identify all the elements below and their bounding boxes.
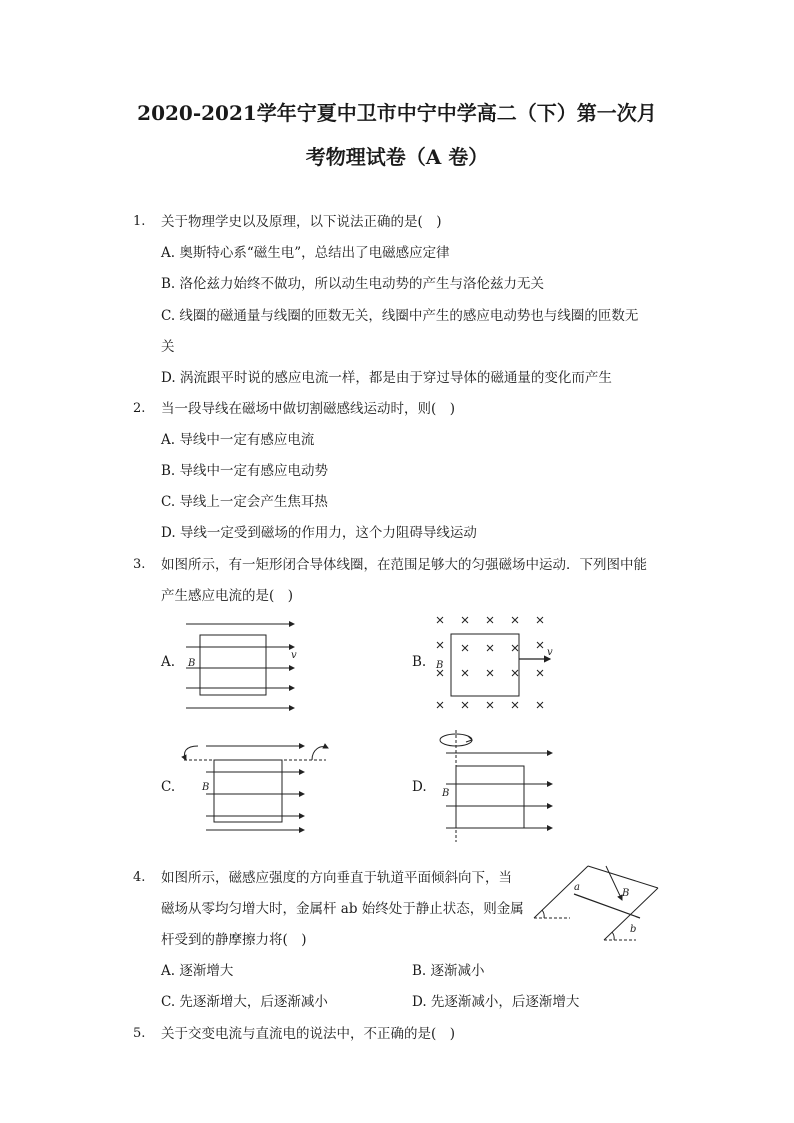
field-symbol-B: B [622,888,630,899]
q1-stem: 关于物理学史以及原理，以下说法正确的是( ) [161,214,442,230]
field-symbol-b: B [188,658,196,669]
q3-option-b-label[interactable]: B. [412,654,427,670]
q4-option-d[interactable]: D. 先逐渐减小，后逐渐增大 [412,994,580,1010]
rotation-arrow-left [185,746,199,760]
field-symbol-b: B [442,788,450,799]
q1-number: 1. [133,214,146,229]
rotation-arrow-right [312,747,328,760]
q5-stem: 关于交变电流与直流电的说法中，不正确的是( ) [161,1026,456,1042]
q3-option-a-label[interactable]: A. [161,654,176,670]
q3-option-c-label[interactable]: C. [161,779,176,795]
q1-option-c[interactable]: C. 线圈的磁通量与线圈的匝数无关，线圈中产生的感应电动势也与线圈的匝数无 [161,308,639,324]
q3-stem-line1: 如图所示，有一矩形闭合导体线圈，在范围足够大的匀强磁场中运动．下列图中能 [161,557,647,573]
q4-option-c[interactable]: C. 先逐渐增大，后逐渐减小 [161,994,328,1010]
q4-stem-line2: 磁场从零均匀增大时，金属杆 ab 始终处于静止状态，则金属 [161,901,524,917]
q2-option-b[interactable]: B. 导线中一定有感应电动势 [161,463,329,479]
q2-option-d[interactable]: D. 导线一定受到磁场的作用力，这个力阻碍导线运动 [161,525,477,541]
coil-rect [451,634,519,696]
angle-arc [612,932,614,940]
rotation-arrowhead [466,736,472,742]
q4-stem-line1: 如图所示，磁感应强度的方向垂直于轨道平面倾斜向下，当 [161,870,512,886]
angle-arc [542,910,544,918]
q3-figure-d [428,728,558,844]
q1-option-c-cont: 关 [161,339,175,355]
velocity-symbol: v [547,647,553,658]
velocity-symbol: v [291,650,297,661]
q4-number: 4. [133,870,146,885]
page-title-line2: 考物理试卷（A 卷） [305,145,489,169]
q3-stem-line2: 产生感应电流的是( ) [161,588,294,604]
field-symbol-b: B [202,782,210,793]
q1-option-d[interactable]: D. 涡流跟平时说的感应电流一样，都是由于穿过导体的磁通量的变化而产生 [161,370,612,386]
q3-number: 3. [133,557,146,572]
coil-rect [214,760,282,822]
field-crosses [437,617,543,708]
q2-number: 2. [133,401,146,416]
q3-option-d-label[interactable]: D. [412,779,427,795]
field-arrow [606,866,622,900]
q4-figure [530,858,662,948]
coil-rect [200,635,266,695]
q4-stem-line3: 杆受到的静摩擦力将( ) [161,932,307,948]
q2-option-a[interactable]: A. 导线中一定有感应电流 [161,432,315,448]
coil-rect [456,766,524,828]
q3-figure-a [176,616,306,712]
q3-figure-c [176,738,336,838]
q3-figure-b [428,612,558,716]
q1-option-b[interactable]: B. 洛伦兹力始终不做功，所以动生电动势的产生与洛伦兹力无关 [161,276,545,292]
field-symbol-b: B [436,660,444,671]
rail-top [588,866,658,888]
rod-end-b: b [630,924,637,935]
q4-option-a[interactable]: A. 逐渐增大 [161,963,234,979]
metal-rod-ab [574,894,640,918]
rod-end-a: a [574,882,580,893]
q4-option-b[interactable]: B. 逐渐减小 [412,963,485,979]
q2-stem: 当一段导线在磁场中做切割磁感线运动时，则( ) [161,401,456,417]
page-title-line1: 2020-2021学年宁夏中卫市中宁中学高二（下）第一次月 [137,101,657,125]
q1-option-a[interactable]: A. 奥斯特心系“磁生电”，总结出了电磁感应定律 [161,245,450,261]
q2-option-c[interactable]: C. 导线上一定会产生焦耳热 [161,494,328,510]
q5-number: 5. [133,1026,146,1041]
